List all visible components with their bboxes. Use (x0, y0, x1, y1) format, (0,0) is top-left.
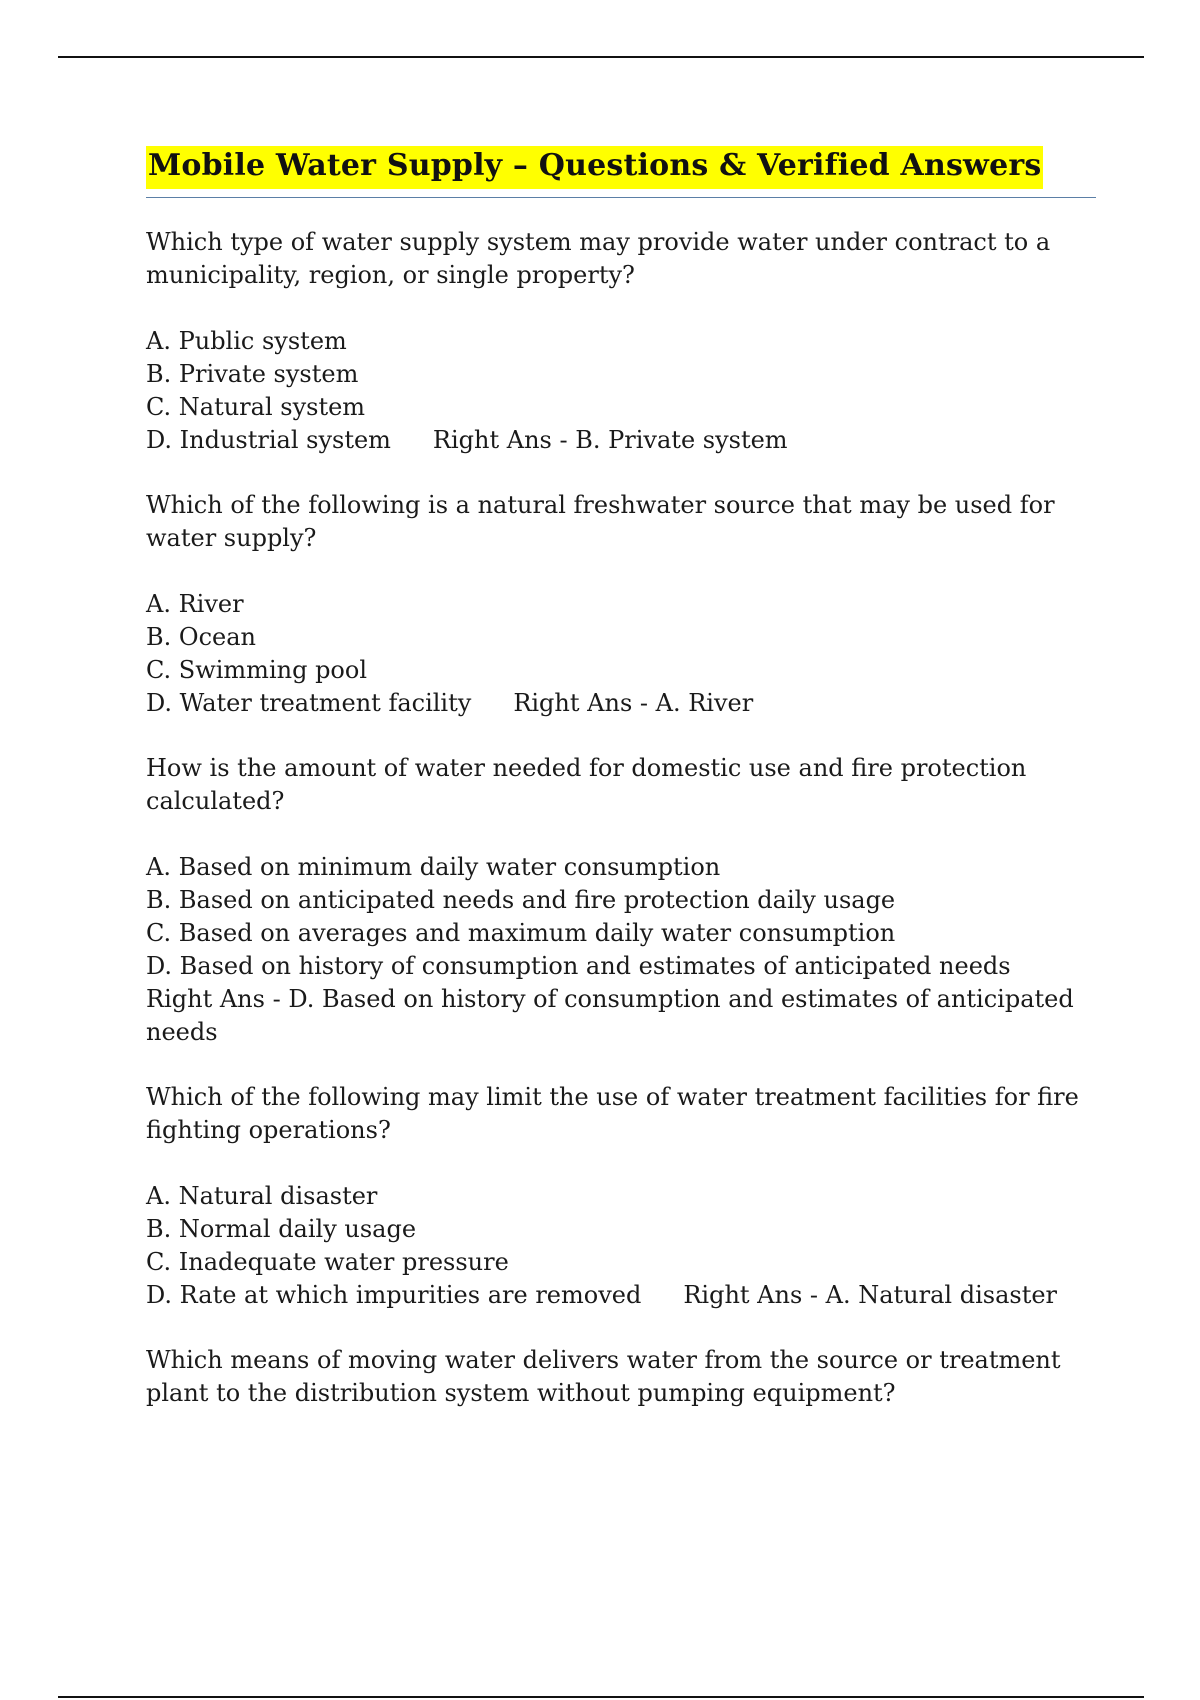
option-b: B. Ocean (146, 623, 256, 651)
document-title: Mobile Water Supply – Questions & Verified Answers (146, 146, 1043, 189)
question-item (146, 1344, 1096, 1410)
options-list (146, 1180, 1096, 1312)
question-text: Which type of water supply system may provide water under contract to a municipality, region, or single property? (146, 228, 1051, 289)
question-item (146, 489, 1096, 720)
title-block (146, 143, 1096, 198)
right-answer: Right Ans - B. Private system (432, 426, 788, 454)
page-top-rule (58, 56, 1144, 58)
option-b: B. Normal daily usage (146, 1215, 417, 1243)
question-text: How is the amount of water needed for domestic use and fire protection calculated? (146, 754, 1027, 815)
question-item (146, 1081, 1096, 1312)
right-answer: Right Ans - A. Natural disaster (683, 1281, 1058, 1309)
option-d: D. Based on history of consumption and estimates of anticipated needs (146, 952, 1011, 980)
option-a: A. River (146, 590, 244, 618)
options-list (146, 588, 1096, 720)
options-list (146, 851, 1096, 983)
option-d: D. Water treatment facility (146, 689, 472, 717)
page-bottom-rule (58, 1696, 1144, 1698)
option-b: B. Private system (146, 360, 359, 388)
document-body (146, 143, 1096, 1443)
option-a: A. Public system (146, 327, 347, 355)
option-a: A. Based on minimum daily water consumption (146, 853, 721, 881)
option-c: C. Based on averages and maximum daily water consumption (146, 919, 896, 947)
option-d: D. Industrial system (146, 426, 391, 454)
right-answer: Right Ans - D. Based on history of consumption and estimates of anticipated needs (146, 985, 1074, 1046)
question-item (146, 226, 1096, 457)
option-d-row (146, 424, 1096, 457)
option-c: C. Inadequate water pressure (146, 1248, 509, 1276)
question-item (146, 752, 1096, 1049)
right-answer: Right Ans - A. River (513, 689, 754, 717)
option-c: C. Swimming pool (146, 656, 368, 684)
option-c: C. Natural system (146, 393, 366, 421)
options-list (146, 325, 1096, 457)
option-d-row (146, 687, 1096, 720)
option-d: D. Rate at which impurities are removed (146, 1281, 642, 1309)
question-text: Which of the following is a natural freshwater source that may be used for water supply? (146, 491, 1055, 552)
option-a: A. Natural disaster (146, 1182, 378, 1210)
option-b: B. Based on anticipated needs and fire protection daily usage (146, 886, 896, 914)
option-d-row (146, 1279, 1096, 1312)
question-text: Which of the following may limit the use of water treatment facilities for fire fighting operations? (146, 1083, 1079, 1144)
question-text: Which means of moving water delivers water from the source or treatment plant to the distribution system without pumping equipment? (146, 1346, 1061, 1407)
